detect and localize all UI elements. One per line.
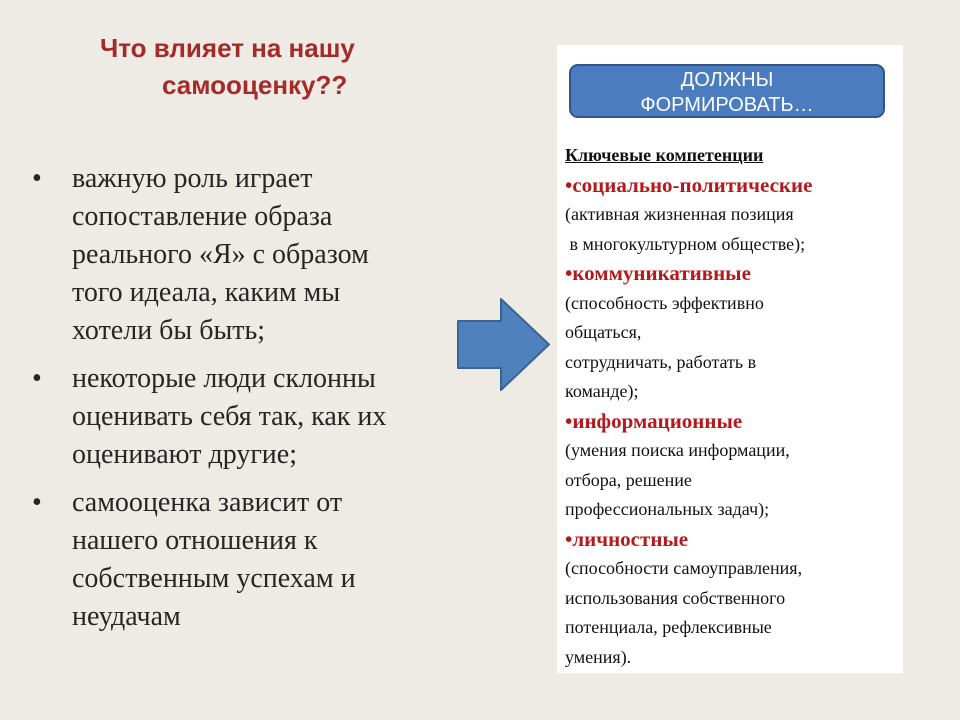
arrow-right-icon (456, 297, 551, 392)
bullet-text-line: оценивать себя так, как их (72, 401, 387, 432)
competency-label: •коммуникативные (565, 261, 751, 285)
bullet-item (32, 360, 452, 474)
bullet-text-line: нашего отношения к (72, 525, 318, 556)
bullet-marker: • (32, 163, 42, 194)
bullet-text-line: важную роль играет (72, 163, 313, 194)
competency-desc-line: (активная жизненная позиция (565, 204, 794, 224)
competency-desc-line: профессиональных задач); (565, 499, 770, 519)
bullet-text-line: сопоставление образа (72, 201, 333, 232)
title-line-1: Что влияет на нашу (100, 33, 355, 63)
button-label-line-2: ФОРМИРОВАТЬ… (640, 94, 814, 116)
competency-desc-line: (умения поиска информации, (565, 440, 790, 460)
competencies-heading: Ключевые компетенции (565, 145, 764, 165)
bullet-text-line: самооценка зависит от (72, 487, 343, 518)
slide-title (100, 30, 480, 104)
bullet-text-line: некоторые люди склонны (72, 363, 376, 394)
competency-label: •личностные (565, 526, 689, 551)
bullet-list (32, 160, 452, 646)
competencies-text (565, 141, 900, 672)
competency-desc-line: потенциала, рефлексивные (565, 617, 772, 637)
bullet-item (32, 484, 452, 636)
bullet-text-line: реального «Я» с образом (72, 239, 369, 270)
bullet-text-line: собственным успехам и (72, 563, 356, 594)
bullet-marker: • (32, 363, 42, 394)
competency-desc-line: сотрудничать, работать в (565, 351, 757, 372)
button-label-line-1: ДОЛЖНЫ (680, 69, 774, 91)
competency-desc-line: (способности самоуправления, (565, 558, 803, 578)
title-line-2: самооценку?? (162, 70, 348, 100)
bullet-text-line: неудачам (72, 601, 181, 632)
bullet-text-line: хотели бы быть; (72, 315, 266, 346)
bullet-text-line: того идеала, каким мы (72, 277, 341, 308)
competency-desc-line: использования собственного (565, 587, 786, 608)
competency-desc-line: умения). (565, 646, 632, 667)
competency-label: •социально-политические (565, 172, 813, 197)
bullet-text-line: оценивают другие; (72, 439, 297, 470)
competency-desc-line: в многокультурном обществе); (565, 233, 806, 254)
competency-desc-line: общаться, (565, 322, 642, 342)
competencies-panel (557, 45, 903, 673)
bullet-item (32, 160, 452, 350)
competency-desc-line: отбора, решение (565, 469, 692, 490)
bullet-marker: • (32, 487, 42, 518)
competency-desc-line: (способность эффективно (565, 292, 764, 313)
formirovat-button[interactable] (569, 64, 885, 118)
competency-desc-line: команде); (565, 381, 639, 401)
competency-label: •информационные (565, 408, 743, 433)
